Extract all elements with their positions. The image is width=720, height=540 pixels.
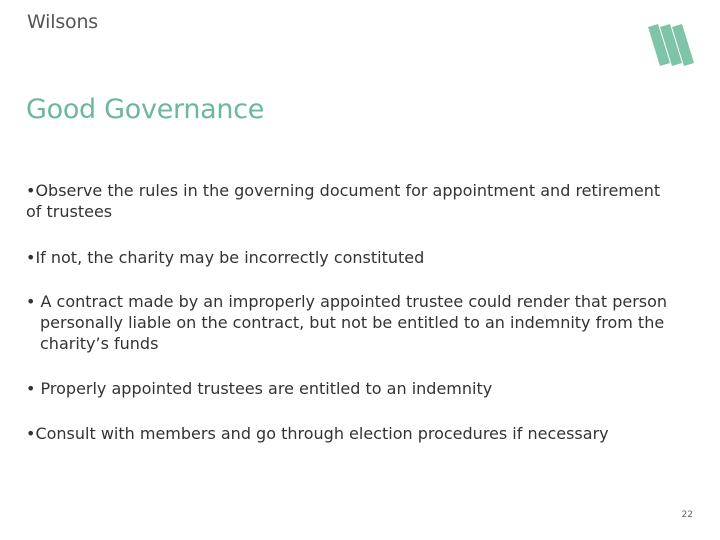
brand-name: Wilsons: [27, 11, 98, 33]
bullet-item: •Consult with members and go through election procedures if necessary: [26, 424, 609, 443]
bullet-item: • A contract made by an improperly appointed trustee could render that person personally liable on the contract, but not be entitled to an indemnity from the charity’s funds: [26, 292, 668, 353]
bullet-item: •Observe the rules in the governing document for appointment and retirement of trustees: [26, 181, 661, 221]
page-number: 22: [681, 510, 693, 520]
bullet-item: •If not, the charity may be incorrectly constituted: [26, 248, 425, 267]
wilsons-w-logo-icon: [648, 24, 694, 66]
slide-title: Good Governance: [26, 94, 265, 125]
bullet-item: • Properly appointed trustees are entitled to an indemnity: [26, 379, 493, 398]
